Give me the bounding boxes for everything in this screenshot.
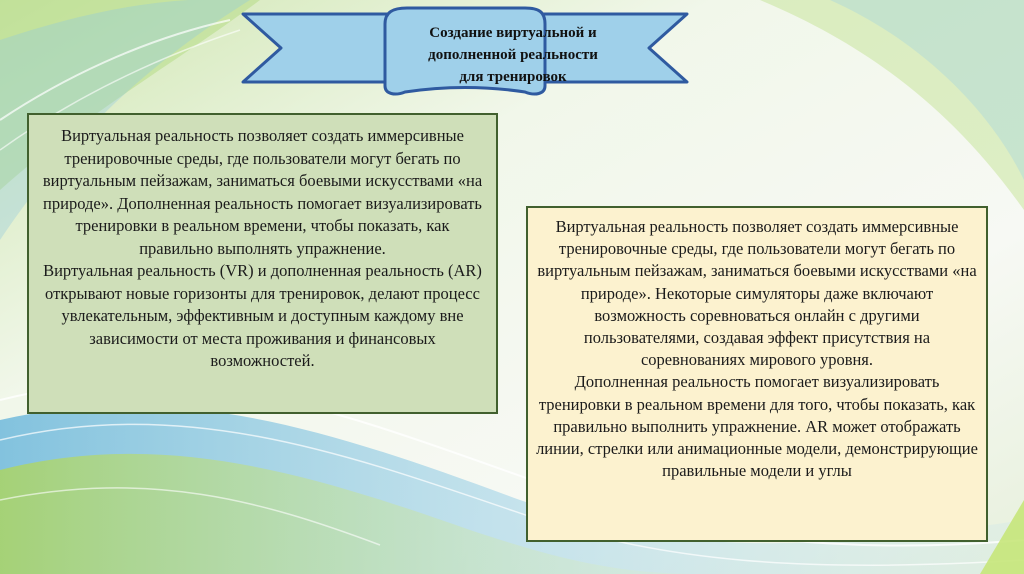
right-paragraph-1: Виртуальная реальность позволяет создать иммерсивные тренировочные среды, где пользователи могут бегать по виртуальным пейзажам, заниматься боевыми искусствами «на природе». Некоторые симуляторы даже включают возможность соревноваться онлайн с другими пользователями, создавая эффект присутствия на соревнованиях мирового уровня.	[537, 217, 977, 370]
right-paragraph-2: Дополненная реальность помогает визуализировать тренировки в реальном времени для того, чтобы показать, как правильно выполнить упражнение. AR может отображать линии, стрелки или анимационные модели, демонстрирующие правильные модели и углы	[536, 372, 978, 481]
left-paragraph-2: Виртуальная реальность (VR) и дополненная реальность (AR) открывают новые горизонты для тренировок, делают процесс увлекательным, эффективным и доступным каждому вне зависимости от места проживания и финансовых возможностей.	[43, 261, 482, 370]
left-paragraph-1: Виртуальная реальность позволяет создать иммерсивные тренировочные среды, где пользователи могут бегать по виртуальным пейзажам, заниматься боевыми искусствами «на природе». Дополненная реальность помогает визуализировать тренировки в реальном времени, чтобы показать, как правильно выполнять упражнение.	[42, 126, 483, 258]
slide-title: Создание виртуальной и дополненной реальности для тренировок	[428, 25, 598, 85]
right-text-panel	[526, 206, 988, 542]
left-text-panel	[27, 113, 498, 414]
